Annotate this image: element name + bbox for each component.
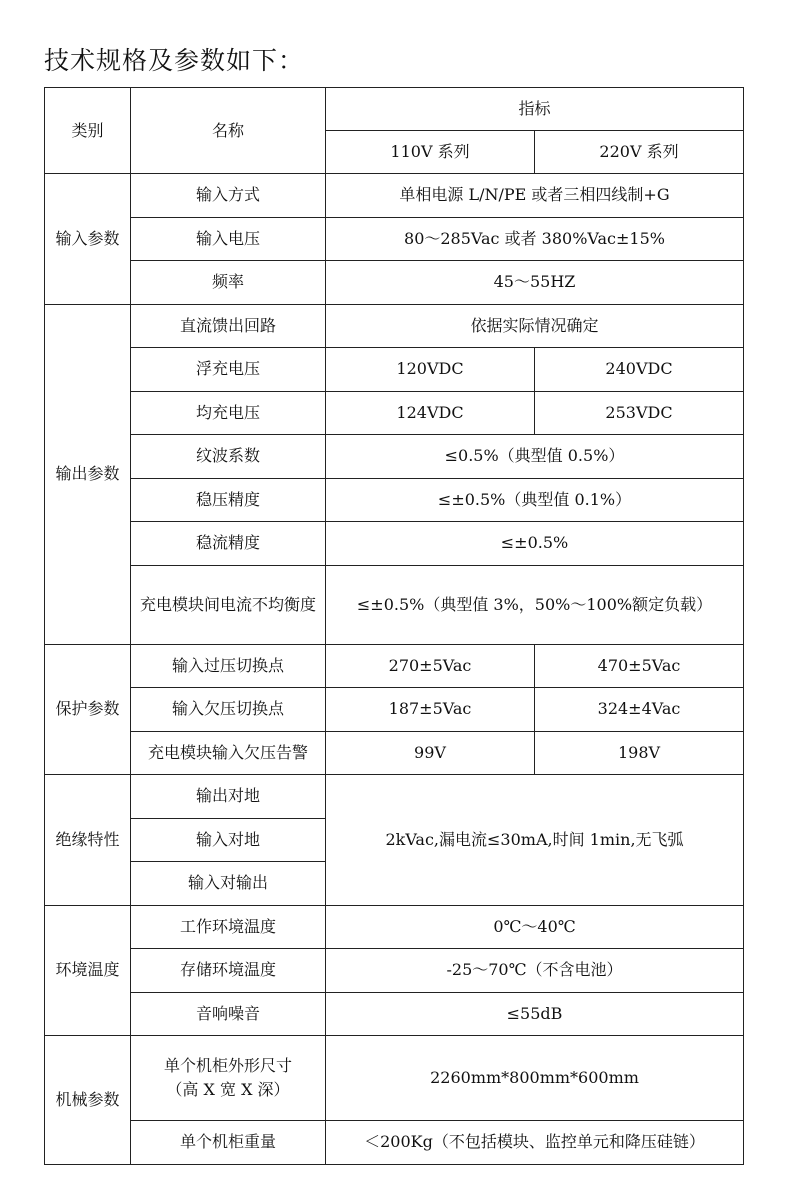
param-name: 工作环境温度 <box>131 905 326 949</box>
param-name: 音响噪音 <box>131 992 326 1036</box>
table-row <box>45 261 744 305</box>
header-category: 类别 <box>45 88 131 174</box>
param-name <box>131 1036 326 1121</box>
param-value-110: 270±5Vac <box>326 644 535 688</box>
table-row <box>45 992 744 1036</box>
param-name: 直流馈出回路 <box>131 304 326 348</box>
param-value: 依据实际情况确定 <box>326 304 744 348</box>
param-value: 0℃～40℃ <box>326 905 744 949</box>
param-name: 单个机柜重量 <box>131 1121 326 1165</box>
param-value: ≤±0.5%（典型值 0.1%） <box>326 478 744 522</box>
param-value-220: 198V <box>535 731 744 775</box>
table-row <box>45 435 744 479</box>
param-value: ≤55dB <box>326 992 744 1036</box>
param-name: 充电模块间电流不均衡度 <box>131 565 326 644</box>
param-value: -25～70℃（不含电池） <box>326 949 744 993</box>
table-row <box>45 304 744 348</box>
table-row <box>45 905 744 949</box>
table-row <box>45 348 744 392</box>
table-row <box>45 688 744 732</box>
param-name: 稳流精度 <box>131 522 326 566</box>
param-name: 频率 <box>131 261 326 305</box>
table-row <box>45 949 744 993</box>
header-indicator: 指标 <box>326 88 744 131</box>
header-series-220: 220V 系列 <box>535 131 744 174</box>
header-row <box>45 88 744 131</box>
table-row <box>45 1036 744 1121</box>
table-row <box>45 478 744 522</box>
param-name: 输出对地 <box>131 775 326 819</box>
param-value: 单相电源 L/N/PE 或者三相四线制+G <box>326 174 744 218</box>
param-name: 纹波系数 <box>131 435 326 479</box>
param-value-110: 124VDC <box>326 391 535 435</box>
param-name: 充电模块输入欠压告警 <box>131 731 326 775</box>
group-label-output: 输出参数 <box>45 304 131 644</box>
group-label-insulation: 绝缘特性 <box>45 775 131 906</box>
param-value: ＜200Kg（不包括模块、监控单元和降压硅链） <box>326 1121 744 1165</box>
param-value: 2kVac,漏电流≤30mA,时间 1min,无飞弧 <box>326 775 744 906</box>
spec-table <box>44 87 744 1165</box>
param-value: ≤±0.5%（典型值 3%，50%～100%额定负载） <box>326 565 744 644</box>
param-name: 输入对输出 <box>131 862 326 906</box>
table-row <box>45 775 744 819</box>
group-label-mechanical: 机械参数 <box>45 1036 131 1165</box>
param-value-110: 99V <box>326 731 535 775</box>
table-row <box>45 522 744 566</box>
param-name: 稳压精度 <box>131 478 326 522</box>
param-value: ≤±0.5% <box>326 522 744 566</box>
header-name: 名称 <box>131 88 326 174</box>
page-title: 技术规格及参数如下： <box>44 46 305 75</box>
param-value-220: 324±4Vac <box>535 688 744 732</box>
param-name: 存储环境温度 <box>131 949 326 993</box>
param-value-220: 253VDC <box>535 391 744 435</box>
param-value: 80～285Vac 或者 380%Vac±15% <box>326 217 744 261</box>
header-series-110: 110V 系列 <box>326 131 535 174</box>
param-name: 均充电压 <box>131 391 326 435</box>
param-name: 输入方式 <box>131 174 326 218</box>
param-value: 45～55HZ <box>326 261 744 305</box>
table-row <box>45 217 744 261</box>
param-value: 2260mm*800mm*600mm <box>326 1036 744 1121</box>
param-value-220: 470±5Vac <box>535 644 744 688</box>
group-label-protection: 保护参数 <box>45 644 131 775</box>
param-name: 输入电压 <box>131 217 326 261</box>
param-value-220: 240VDC <box>535 348 744 392</box>
param-name: 浮充电压 <box>131 348 326 392</box>
table-row <box>45 644 744 688</box>
group-label-environment: 环境温度 <box>45 905 131 1036</box>
table-row <box>45 391 744 435</box>
param-value-110: 120VDC <box>326 348 535 392</box>
param-name: 输入过压切换点 <box>131 644 326 688</box>
table-row <box>45 565 744 644</box>
param-name: 输入欠压切换点 <box>131 688 326 732</box>
param-name-line: （高 X 宽 X 深） <box>166 1080 290 1099</box>
table-row <box>45 731 744 775</box>
table-row <box>45 1121 744 1165</box>
param-name-line: 单个机柜外形尺寸 <box>163 1056 292 1075</box>
table-row <box>45 174 744 218</box>
group-label-input: 输入参数 <box>45 174 131 305</box>
param-value: ≤0.5%（典型值 0.5%） <box>326 435 744 479</box>
param-value-110: 187±5Vac <box>326 688 535 732</box>
param-name: 输入对地 <box>131 818 326 862</box>
